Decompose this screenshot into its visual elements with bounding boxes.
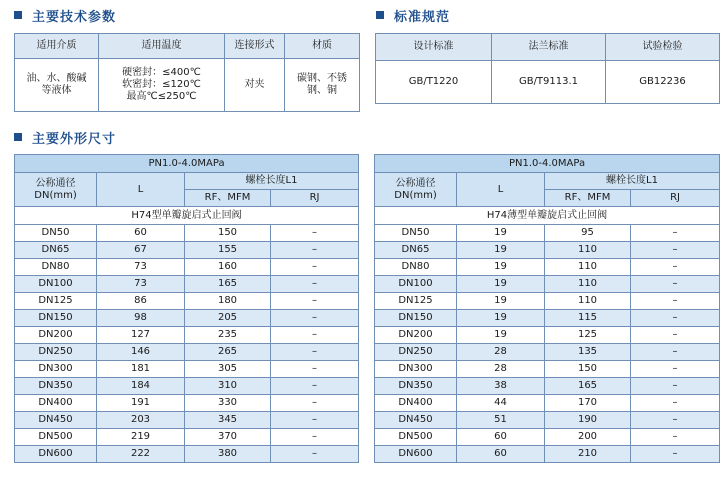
cell-rf-mfm: 110 [545, 276, 631, 293]
table-row [15, 446, 359, 463]
cell-l: 28 [457, 361, 545, 378]
temp-line-soft: 软密封：≤120℃ [122, 79, 201, 90]
header-connection: 连接形式 [225, 34, 285, 59]
cell-rj: – [631, 361, 720, 378]
standards-table [375, 33, 720, 104]
header-dn: 公称通径DN(mm) [375, 173, 457, 207]
cell-rf-mfm: 190 [545, 412, 631, 429]
cell-dn: DN150 [375, 310, 457, 327]
cell-rf-mfm: 150 [545, 361, 631, 378]
cell-l: 181 [97, 361, 185, 378]
cell-dn: DN300 [375, 361, 457, 378]
cell-rj: – [631, 242, 720, 259]
cell-rf-mfm: 115 [545, 310, 631, 327]
table-row [15, 225, 359, 242]
cell-rf-mfm: 155 [185, 242, 271, 259]
cell-dn: DN100 [375, 276, 457, 293]
table-row [375, 446, 720, 463]
cell-rj: – [631, 327, 720, 344]
cell-l: 127 [97, 327, 185, 344]
cell-rj: – [271, 327, 359, 344]
cell-dn: DN250 [375, 344, 457, 361]
table-row [15, 412, 359, 429]
cell-rj: – [271, 293, 359, 310]
cell-l: 51 [457, 412, 545, 429]
section-title-main-params [14, 6, 116, 24]
cell-dn: DN250 [15, 344, 97, 361]
cell-design-standard: GB/T1220 [376, 61, 492, 104]
header-rj: RJ [271, 190, 359, 207]
cell-rj: – [271, 446, 359, 463]
header-bolt-length: 螺栓长度L1 [185, 173, 359, 190]
table-row [15, 293, 359, 310]
cell-rj: – [271, 242, 359, 259]
table-row [15, 429, 359, 446]
header-flange-standard: 法兰标准 [492, 34, 606, 61]
cell-l: 146 [97, 344, 185, 361]
cell-medium: 油、水、酸碱等液体 [15, 59, 99, 112]
cell-connection: 对夹 [225, 59, 285, 112]
cell-rj: – [271, 412, 359, 429]
table-row [375, 310, 720, 327]
cell-flange-standard: GB/T9113.1 [492, 61, 606, 104]
table-row [15, 361, 359, 378]
cell-dn: DN400 [375, 395, 457, 412]
header-medium: 适用介质 [15, 34, 99, 59]
cell-l: 19 [457, 310, 545, 327]
cell-rf-mfm: 380 [185, 446, 271, 463]
cell-rj: – [631, 412, 720, 429]
cell-dn: DN600 [375, 446, 457, 463]
cell-rj: – [271, 344, 359, 361]
header-rj: RJ [631, 190, 720, 207]
cell-l: 60 [457, 446, 545, 463]
temp-line-max: 最高℃≤250℃ [126, 91, 197, 102]
cell-dn: DN125 [375, 293, 457, 310]
cell-l: 19 [457, 225, 545, 242]
table-row [15, 276, 359, 293]
table-row [375, 378, 720, 395]
table-row [375, 293, 720, 310]
dimensions-body [375, 225, 720, 463]
table-row [375, 395, 720, 412]
table-row [15, 327, 359, 344]
cell-dn: DN50 [15, 225, 97, 242]
cell-dn: DN50 [375, 225, 457, 242]
cell-temperature [99, 59, 225, 112]
cell-l: 19 [457, 293, 545, 310]
cell-rj: – [271, 429, 359, 446]
table-row [375, 225, 720, 242]
cell-rj: – [271, 259, 359, 276]
table-row [375, 429, 720, 446]
square-bullet-icon [14, 11, 22, 19]
table-row [375, 259, 720, 276]
cell-rj: – [631, 259, 720, 276]
cell-dn: DN65 [15, 242, 97, 259]
cell-dn: DN200 [15, 327, 97, 344]
header-rf-mfm: RF、MFM [185, 190, 271, 207]
section-title-text: 主要技术参数 [32, 9, 117, 25]
cell-rj: – [271, 378, 359, 395]
header-temperature: 适用温度 [99, 34, 225, 59]
table-row [375, 361, 720, 378]
cell-l: 19 [457, 259, 545, 276]
dimensions-table-h74 [14, 154, 359, 463]
cell-dn: DN150 [15, 310, 97, 327]
cell-rj: – [631, 310, 720, 327]
pressure-header: PN1.0-4.0MAPa [375, 155, 720, 173]
cell-rf-mfm: 265 [185, 344, 271, 361]
cell-rf-mfm: 170 [545, 395, 631, 412]
cell-rf-mfm: 210 [545, 446, 631, 463]
cell-dn: DN450 [15, 412, 97, 429]
cell-rf-mfm: 180 [185, 293, 271, 310]
cell-rj: – [631, 293, 720, 310]
section-title-text: 主要外形尺寸 [32, 131, 117, 147]
cell-l: 19 [457, 276, 545, 293]
cell-rf-mfm: 165 [185, 276, 271, 293]
cell-rj: – [271, 276, 359, 293]
cell-rf-mfm: 125 [545, 327, 631, 344]
header-design-standard: 设计标准 [376, 34, 492, 61]
table-row [15, 242, 359, 259]
header-rf-mfm: RF、MFM [545, 190, 631, 207]
cell-rf-mfm: 235 [185, 327, 271, 344]
cell-l: 19 [457, 327, 545, 344]
table-row [375, 344, 720, 361]
cell-test-standard: GB12236 [606, 61, 720, 104]
cell-l: 73 [97, 259, 185, 276]
cell-rf-mfm: 310 [185, 378, 271, 395]
cell-rj: – [631, 446, 720, 463]
cell-l: 28 [457, 344, 545, 361]
header-dn: 公称通径DN(mm) [15, 173, 97, 207]
cell-rf-mfm: 345 [185, 412, 271, 429]
cell-rj: – [271, 361, 359, 378]
cell-dn: DN200 [375, 327, 457, 344]
cell-rf-mfm: 165 [545, 378, 631, 395]
table-row [375, 242, 720, 259]
pressure-header: PN1.0-4.0MAPa [15, 155, 359, 173]
cell-l: 191 [97, 395, 185, 412]
table-row [15, 310, 359, 327]
cell-rj: – [271, 225, 359, 242]
cell-rf-mfm: 160 [185, 259, 271, 276]
header-bolt-length: 螺栓长度L1 [545, 173, 720, 190]
cell-l: 219 [97, 429, 185, 446]
cell-rf-mfm: 330 [185, 395, 271, 412]
table-row [15, 259, 359, 276]
cell-rj: – [631, 344, 720, 361]
cell-dn: DN500 [15, 429, 97, 446]
cell-l: 19 [457, 242, 545, 259]
cell-l: 222 [97, 446, 185, 463]
cell-dn: DN80 [15, 259, 97, 276]
cell-dn: DN600 [15, 446, 97, 463]
cell-rj: – [631, 276, 720, 293]
cell-dn: DN125 [15, 293, 97, 310]
cell-rf-mfm: 135 [545, 344, 631, 361]
cell-rj: – [631, 378, 720, 395]
header-l: L [97, 173, 185, 207]
dimensions-body [15, 225, 359, 463]
cell-rf-mfm: 150 [185, 225, 271, 242]
section-title-dimensions [14, 128, 116, 146]
cell-rj: – [271, 395, 359, 412]
temp-line-hard: 硬密封：≤400℃ [122, 67, 201, 78]
table-row [375, 412, 720, 429]
cell-l: 60 [97, 225, 185, 242]
cell-rf-mfm: 370 [185, 429, 271, 446]
cell-dn: DN400 [15, 395, 97, 412]
model-title: H74薄型单瓣旋启式止回阀 [375, 207, 720, 225]
cell-l: 38 [457, 378, 545, 395]
square-bullet-icon [14, 133, 22, 141]
cell-l: 44 [457, 395, 545, 412]
header-l: L [457, 173, 545, 207]
section-title-standards [376, 6, 450, 24]
header-test-standard: 试验检验 [606, 34, 720, 61]
table-row [15, 378, 359, 395]
cell-l: 67 [97, 242, 185, 259]
cell-material: 碳钢、不锈钢、铜 [285, 59, 360, 112]
model-title: H74型单瓣旋启式止回阀 [15, 207, 359, 225]
table-row [375, 327, 720, 344]
cell-rf-mfm: 200 [545, 429, 631, 446]
square-bullet-icon [376, 11, 384, 19]
cell-rf-mfm: 110 [545, 293, 631, 310]
cell-l: 98 [97, 310, 185, 327]
cell-dn: DN350 [375, 378, 457, 395]
cell-dn: DN350 [15, 378, 97, 395]
cell-dn: DN450 [375, 412, 457, 429]
cell-dn: DN300 [15, 361, 97, 378]
table-row [15, 395, 359, 412]
cell-rf-mfm: 110 [545, 242, 631, 259]
cell-rf-mfm: 205 [185, 310, 271, 327]
cell-dn: DN65 [375, 242, 457, 259]
cell-l: 73 [97, 276, 185, 293]
cell-l: 203 [97, 412, 185, 429]
cell-l: 86 [97, 293, 185, 310]
table-row [15, 344, 359, 361]
main-params-table [14, 33, 360, 112]
cell-l: 184 [97, 378, 185, 395]
cell-dn: DN100 [15, 276, 97, 293]
dimensions-table-h74-thin [374, 154, 720, 463]
cell-rf-mfm: 95 [545, 225, 631, 242]
cell-rj: – [271, 310, 359, 327]
cell-rj: – [631, 395, 720, 412]
cell-l: 60 [457, 429, 545, 446]
cell-rj: – [631, 429, 720, 446]
section-title-text: 标准规范 [394, 9, 451, 25]
cell-rf-mfm: 305 [185, 361, 271, 378]
cell-rj: – [631, 225, 720, 242]
cell-rf-mfm: 110 [545, 259, 631, 276]
cell-dn: DN500 [375, 429, 457, 446]
cell-dn: DN80 [375, 259, 457, 276]
header-material: 材质 [285, 34, 360, 59]
table-row [375, 276, 720, 293]
